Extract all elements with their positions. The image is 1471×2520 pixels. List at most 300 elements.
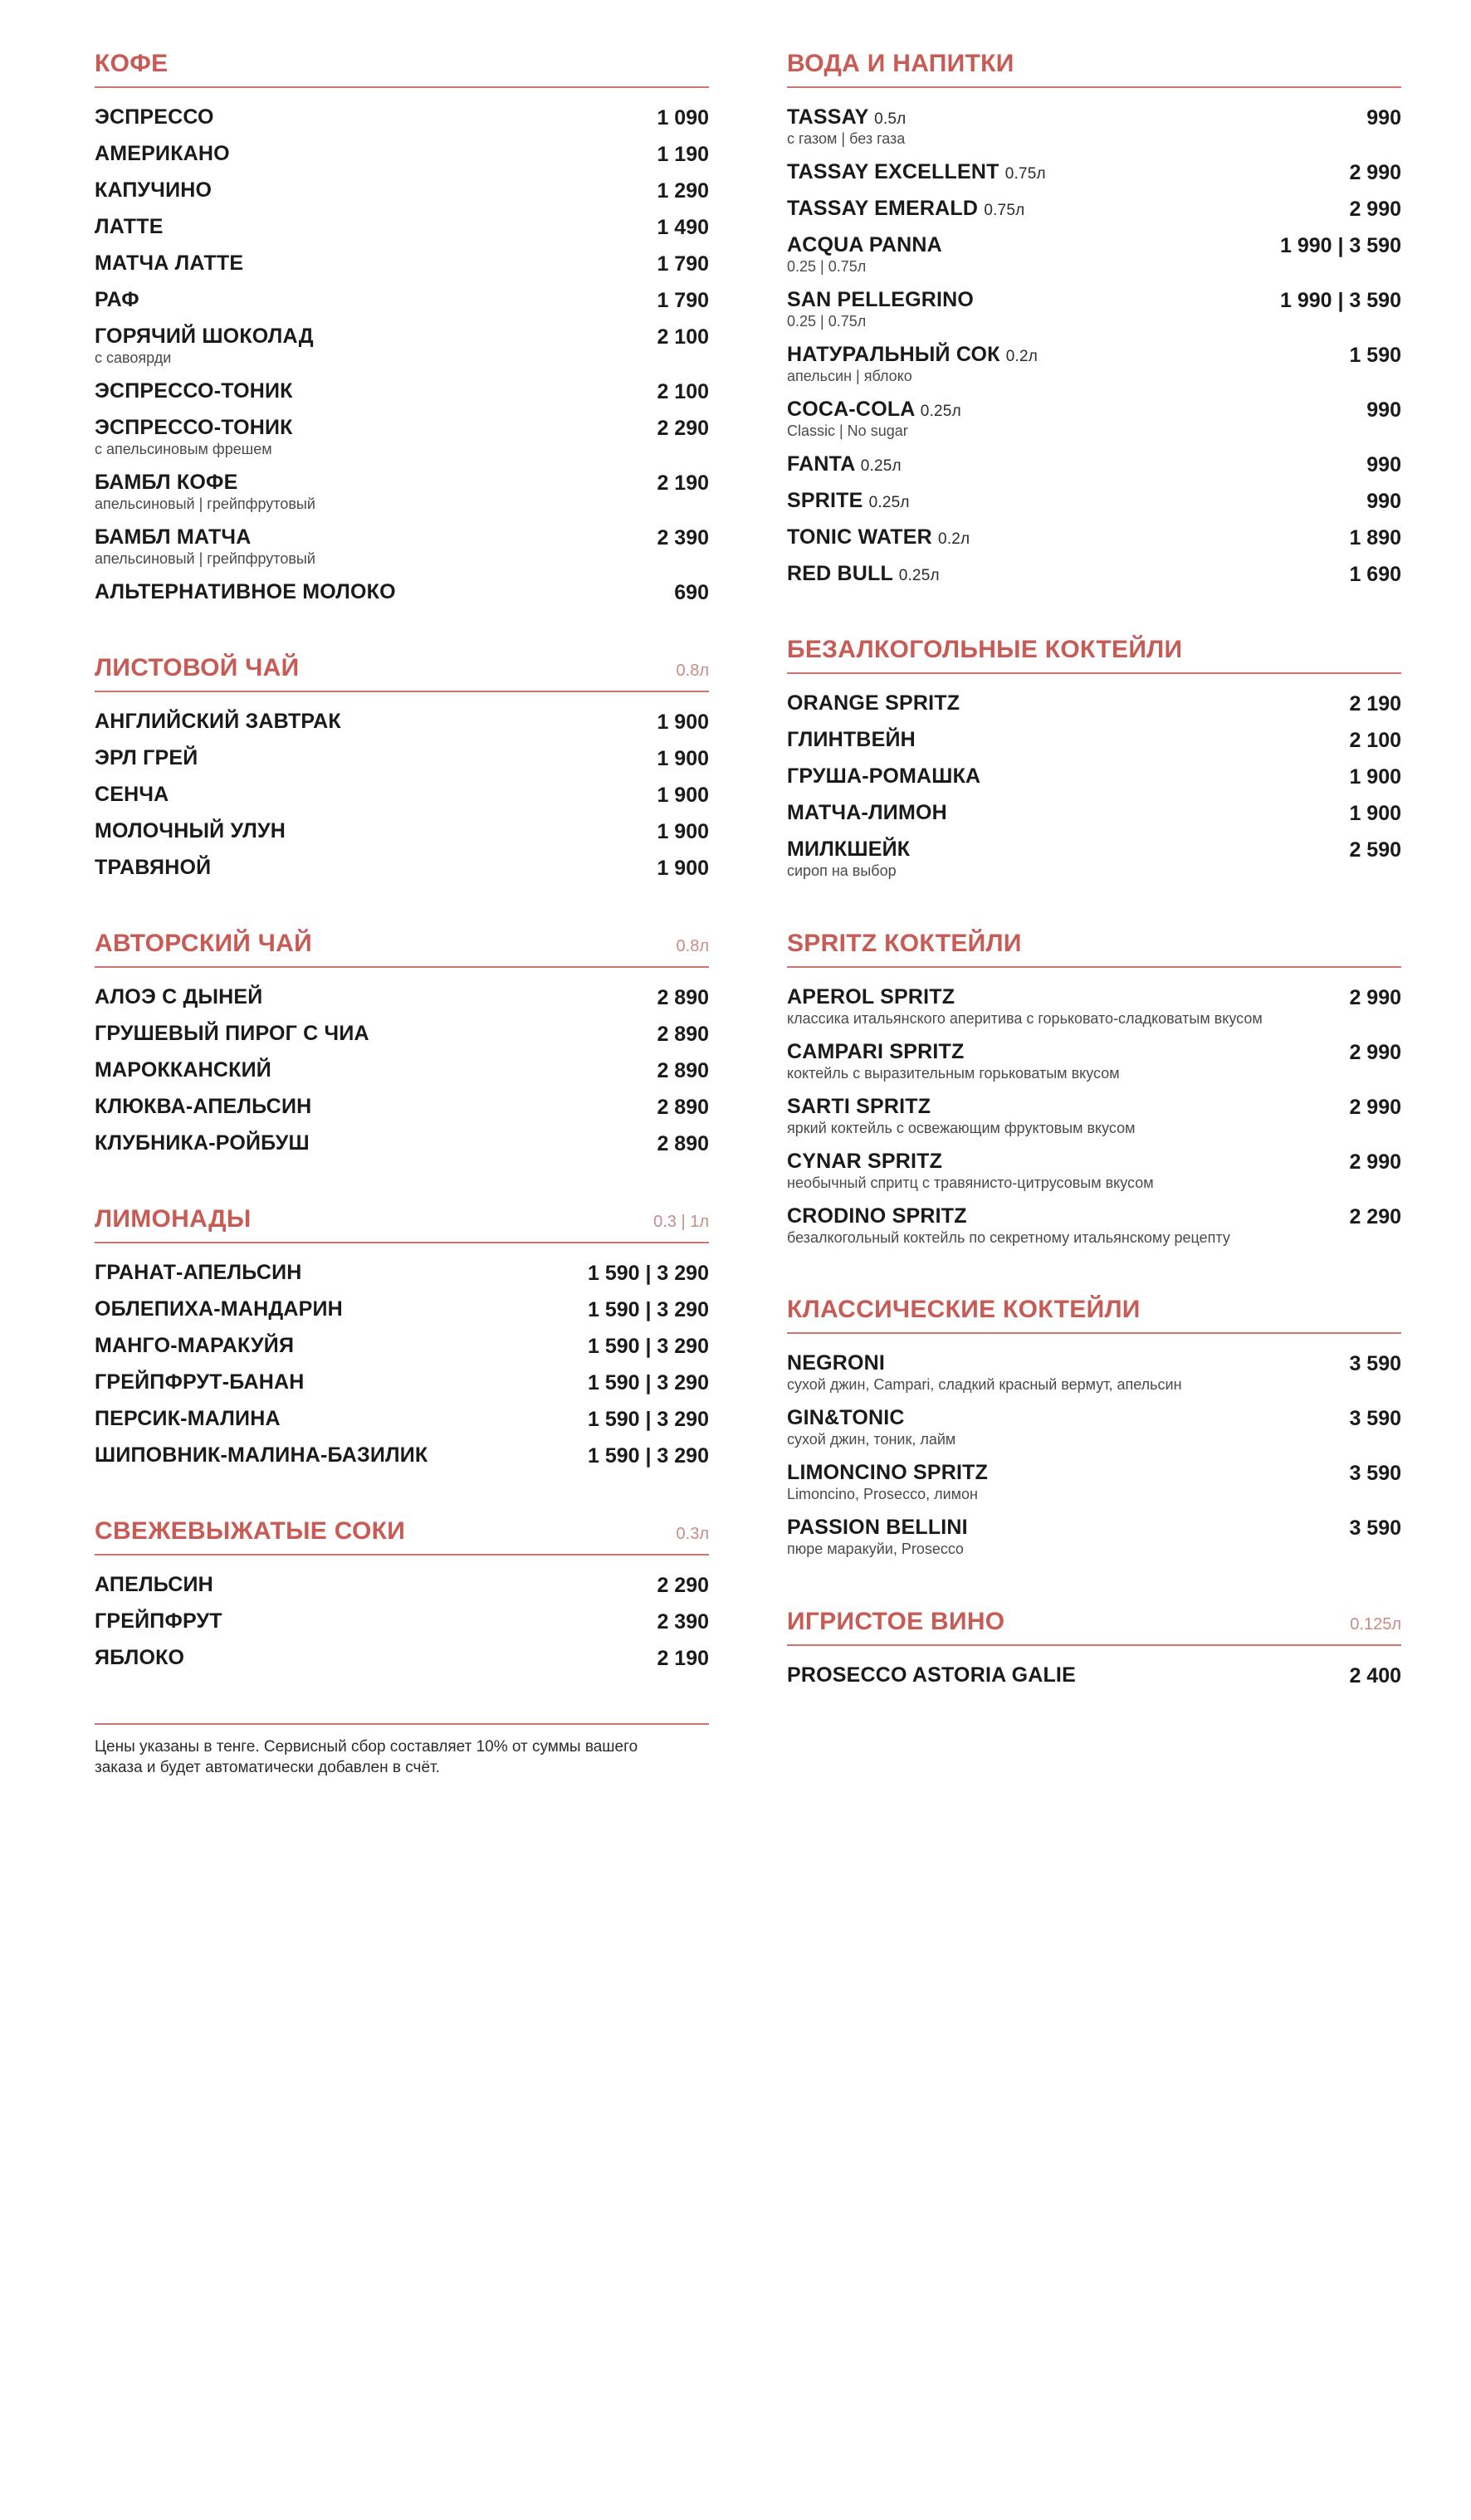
menu-item-name: ГРУША-РОМАШКА (787, 764, 981, 788)
menu-item-price: 3 590 (1349, 1407, 1401, 1431)
menu-section (787, 636, 1401, 921)
menu-item-name-line (95, 819, 286, 842)
section-volume-note: 0.3л (676, 1524, 709, 1543)
menu-item-list (95, 1255, 709, 1474)
menu-item-name-line (95, 525, 315, 549)
menu-item-name: COCA-COLA (787, 397, 915, 421)
menu-item (95, 1365, 709, 1401)
menu-item (95, 850, 709, 886)
menu-item-main (95, 471, 315, 514)
menu-item-name: ЛАТТЕ (95, 215, 164, 238)
menu-item-main (95, 215, 164, 238)
menu-item (787, 1400, 1401, 1455)
menu-item-main (95, 105, 214, 129)
menu-item-name-line (95, 580, 396, 603)
menu-item (787, 722, 1401, 759)
menu-item-name: TASSAY EMERALD (787, 196, 979, 220)
menu-item-main (95, 1609, 222, 1633)
menu-item-price: 1 590 (1349, 343, 1401, 367)
menu-section (787, 930, 1401, 1288)
menu-item (95, 1640, 709, 1677)
menu-item-volume: 0.25л (898, 566, 940, 584)
menu-item (95, 136, 709, 173)
menu-item-price: 3 590 (1349, 1462, 1401, 1486)
menu-item-main (787, 398, 961, 441)
menu-item-main (95, 416, 293, 459)
menu-item-name-line (787, 343, 1038, 366)
section-header (95, 1205, 709, 1233)
menu-item-description: 0.25 | 0.75л (787, 257, 867, 275)
menu-item-price: 1 790 (657, 252, 709, 276)
menu-item (787, 520, 1401, 556)
menu-item-main (95, 288, 139, 311)
menu-item-name: РАФ (95, 288, 139, 311)
menu-item (95, 374, 709, 410)
menu-item-name: TASSAY (787, 105, 869, 129)
menu-item-main (95, 1261, 302, 1284)
menu-item-main (787, 525, 970, 549)
menu-section (95, 654, 709, 921)
menu-item-list (95, 979, 709, 1162)
menu-item-price: 1 900 (1349, 801, 1401, 825)
menu-item-main (95, 1095, 311, 1118)
menu-item (787, 1144, 1401, 1199)
menu-item-description: яркий коктейль с освежающим фруктовым вкусом (787, 1119, 1136, 1136)
menu-item-name-line (95, 1058, 271, 1082)
menu-item-main (95, 1370, 305, 1394)
menu-item-price: 1 900 (1349, 764, 1401, 789)
menu-item-name-line (787, 1204, 1230, 1228)
menu-item-name-line (787, 233, 942, 256)
menu-item (95, 1438, 709, 1474)
menu-item-name-line (787, 1040, 1120, 1063)
menu-item-main (95, 1573, 213, 1596)
menu-item-price: 2 400 (1349, 1664, 1401, 1688)
section-spacer (95, 611, 709, 646)
menu-item (95, 1567, 709, 1604)
menu-item-volume: 0.2л (1005, 347, 1038, 365)
section-title: КОФЕ (95, 50, 169, 77)
menu-item-main (787, 160, 1046, 183)
menu-item-price: 2 190 (1349, 691, 1401, 715)
menu-item (787, 282, 1401, 337)
menu-item-name-line (787, 838, 910, 861)
menu-item-name-line (95, 1370, 305, 1394)
menu-item (95, 704, 709, 740)
menu-item-price: 1 990 | 3 590 (1279, 233, 1401, 257)
menu-item-main (787, 764, 980, 788)
menu-item-description: пюре маракуйи, Prosecco (787, 1541, 964, 1558)
menu-item-name-line (787, 1351, 1182, 1375)
section-divider (95, 1554, 709, 1555)
menu-item-name: СЕНЧА (95, 782, 169, 806)
menu-item-main (95, 1058, 271, 1082)
menu-item-price: 1 590 | 3 290 (587, 1443, 709, 1468)
section-spacer (95, 1162, 709, 1197)
menu-item-name-line (95, 985, 262, 1008)
menu-item-price: 2 290 (657, 416, 709, 440)
menu-item-price: 2 890 (657, 1131, 709, 1155)
menu-item-name: SAN PELLEGRINO (787, 287, 975, 311)
menu-item-name-line (95, 215, 164, 238)
section-title: ИГРИСТОЕ ВИНО (787, 1608, 1005, 1636)
section-title: ЛИМОНАДЫ (95, 1204, 252, 1233)
menu-item-name: АЛЬТЕРНАТИВНОЕ МОЛОКО (95, 579, 396, 603)
menu-item-name-line (787, 288, 974, 311)
menu-item-volume: 0.75л (1004, 164, 1046, 183)
menu-item-name: ЭСПРЕССО-ТОНИК (95, 415, 293, 439)
section-header (95, 50, 709, 78)
menu-item-name-line (95, 1022, 369, 1045)
menu-item-name-line (787, 105, 906, 129)
menu-item-price: 1 190 (657, 143, 709, 166)
menu-item-name-line (787, 1095, 1136, 1118)
menu-item (787, 556, 1401, 593)
menu-item-name: КЛЮКВА-АПЕЛЬСИН (95, 1094, 312, 1118)
menu-item-main (95, 525, 315, 569)
menu-item-name-line (95, 783, 169, 806)
menu-item (787, 447, 1401, 483)
menu-item-main (787, 288, 974, 331)
menu-item-price: 2 390 (657, 525, 709, 549)
menu-item (95, 319, 709, 374)
menu-item-price: 2 990 (1349, 985, 1401, 1009)
menu-item-price: 990 (1366, 489, 1401, 513)
menu-item-name: ORANGE SPRITZ (787, 691, 960, 715)
menu-item-name: БАМБЛ КОФЕ (95, 470, 238, 494)
menu-item-name: ACQUA PANNA (787, 232, 942, 256)
menu-item-price: 1 890 (1349, 525, 1401, 549)
menu-item-main (95, 783, 169, 806)
section-title: ЛИСТОВОЙ ЧАЙ (95, 653, 300, 681)
menu-item-name-line (95, 142, 230, 165)
section-header (787, 1296, 1401, 1324)
menu-item-name-line (95, 288, 139, 311)
menu-item (95, 1052, 709, 1089)
menu-item-name-line (787, 1406, 955, 1429)
menu-item-main (95, 710, 341, 733)
menu-item-name-line (787, 691, 960, 715)
menu-item (95, 979, 709, 1016)
menu-item-volume: 0.2л (938, 530, 970, 548)
menu-item (95, 813, 709, 850)
menu-item-main (95, 1407, 281, 1430)
menu-item-description: с газом | без газа (787, 130, 906, 147)
section-volume-note: 0.3 | 1л (653, 1212, 709, 1231)
menu-item (95, 574, 709, 611)
section-divider (787, 1332, 1401, 1334)
menu-item-price: 3 590 (1349, 1516, 1401, 1541)
menu-item-main (787, 1406, 955, 1449)
menu-item-price: 2 890 (657, 1095, 709, 1119)
menu-item-main (95, 1443, 428, 1467)
menu-item-name-line (95, 1261, 302, 1284)
menu-item-name-line (787, 1150, 1154, 1173)
menu-item-name: ЭРЛ ГРЕЙ (95, 745, 198, 769)
menu-item-main (95, 580, 396, 603)
menu-item-name: CYNAR SPRITZ (787, 1149, 943, 1173)
menu-item-name: APEROL SPRITZ (787, 984, 955, 1008)
menu-item-name: SPRITE (787, 488, 863, 512)
menu-item (787, 1199, 1401, 1253)
section-header (95, 1517, 709, 1546)
menu-item-price: 2 190 (657, 471, 709, 495)
menu-item-name: МАТЧА ЛАТТЕ (95, 252, 244, 275)
menu-item (95, 1255, 709, 1292)
section-divider (95, 1242, 709, 1243)
menu-column-right (762, 50, 1418, 2487)
menu-item-main (787, 233, 942, 276)
menu-item-name: NEGRONI (787, 1351, 886, 1375)
menu-item-name: АМЕРИКАНО (95, 142, 230, 165)
menu-item-name-line (95, 1573, 213, 1596)
menu-item (787, 686, 1401, 722)
menu-item (95, 1292, 709, 1328)
menu-item-name-line (95, 1443, 428, 1467)
menu-item (787, 832, 1401, 886)
menu-item-main (787, 985, 1263, 1028)
menu-item (95, 1126, 709, 1162)
menu-item-name-line (787, 452, 902, 476)
menu-item-name: ГРЕЙПФРУТ (95, 1609, 222, 1633)
menu-item-main (95, 178, 212, 202)
menu-item-main (787, 452, 902, 476)
menu-item-name-line (787, 562, 940, 585)
menu-item (95, 282, 709, 319)
menu-item-main (95, 985, 262, 1008)
menu-item-volume: 0.25л (920, 402, 961, 420)
menu-item (95, 173, 709, 209)
menu-item-price: 1 900 (657, 856, 709, 880)
menu-item-volume: 0.5л (874, 110, 907, 128)
menu-item-main (787, 1461, 988, 1504)
section-header (787, 1608, 1401, 1636)
menu-item-list (95, 100, 709, 611)
menu-item-price: 1 990 | 3 590 (1279, 288, 1401, 312)
menu-item-name: КАПУЧИНО (95, 178, 213, 202)
menu-item (787, 191, 1401, 227)
section-title: SPRITZ КОКТЕЙЛИ (787, 929, 1022, 957)
menu-item-price: 2 290 (657, 1573, 709, 1597)
menu-item-price: 1 900 (657, 819, 709, 843)
menu-item-description: сухой джин, Campari, сладкий красный вермут, апельсин (787, 1376, 1182, 1394)
menu-item-price: 690 (674, 580, 709, 604)
section-divider (787, 966, 1401, 968)
menu-item-price: 2 190 (657, 1646, 709, 1670)
menu-item (95, 1089, 709, 1126)
section-header (95, 930, 709, 958)
menu-item-name: ПЕРСИК-МАЛИНА (95, 1406, 281, 1430)
menu-section (787, 1296, 1401, 1599)
menu-item-name: SARTI SPRITZ (787, 1094, 931, 1118)
menu-item-description: безалкогольный коктейль по секретному итальянскому рецепту (787, 1228, 1230, 1246)
menu-item-volume: 0.25л (868, 493, 910, 511)
menu-item-description: апельсиновый | грейпфрутовый (95, 549, 315, 567)
menu-item-name: НАТУРАЛЬНЫЙ СОК (787, 342, 1000, 366)
menu-item-name-line (95, 1646, 184, 1669)
menu-item-main (787, 691, 960, 715)
menu-item-name: БАМБЛ МАТЧА (95, 525, 252, 549)
section-title: АВТОРСКИЙ ЧАЙ (95, 929, 313, 957)
menu-item-price: 1 590 | 3 290 (587, 1261, 709, 1285)
menu-item-name-line (787, 525, 970, 549)
section-divider (95, 966, 709, 968)
menu-item-name: ГРУШЕВЫЙ ПИРОГ С ЧИА (95, 1021, 369, 1045)
menu-item (95, 246, 709, 282)
menu-item-name-line (787, 1516, 968, 1539)
menu-item-main (95, 856, 211, 879)
section-divider (787, 86, 1401, 88)
menu-item (95, 1016, 709, 1052)
menu-item-name: ГРАНАТ-АПЕЛЬСИН (95, 1260, 302, 1284)
menu-item-description: сухой джин, тоник, лайм (787, 1431, 956, 1448)
menu-item-price: 2 990 (1349, 1095, 1401, 1119)
section-divider (787, 672, 1401, 674)
menu-item (95, 465, 709, 520)
menu-item-main (787, 343, 1038, 386)
menu-section (95, 1517, 709, 1712)
section-divider (95, 86, 709, 88)
menu-item (787, 1089, 1401, 1144)
menu-column-left (53, 50, 726, 2487)
section-volume-note: 0.8л (676, 936, 709, 955)
menu-item-name: МАТЧА-ЛИМОН (787, 800, 947, 824)
menu-item-name: ТРАВЯНОЙ (95, 855, 212, 879)
menu-item-price: 2 890 (657, 1022, 709, 1046)
menu-item-main (787, 1204, 1230, 1248)
menu-item-main (787, 1095, 1136, 1138)
menu-item-main (787, 1351, 1182, 1394)
menu-item-list (787, 100, 1401, 593)
menu-item (787, 483, 1401, 520)
menu-item-name-line (95, 746, 198, 769)
menu-item-price: 1 590 | 3 290 (587, 1334, 709, 1358)
menu-item-name-line (95, 1297, 343, 1321)
menu-item-name-line (787, 197, 1024, 220)
menu-item-name: FANTA (787, 452, 855, 476)
menu-item (787, 100, 1401, 154)
menu-item-price: 2 990 (1349, 197, 1401, 221)
menu-item-name: CAMPARI SPRITZ (787, 1039, 965, 1063)
menu-item-price: 2 100 (657, 379, 709, 403)
menu-item-description: коктейль с выразительным горьковатым вкусом (787, 1064, 1120, 1082)
section-divider (787, 1644, 1401, 1646)
section-title: БЕЗАЛКОГОЛЬНЫЕ КОКТЕЙЛИ (787, 635, 1183, 663)
menu-item-price: 990 (1366, 452, 1401, 476)
menu-item-name: ЯБЛОКО (95, 1645, 185, 1669)
section-title: ВОДА И НАПИТКИ (787, 50, 1014, 77)
menu-item-price: 1 900 (657, 746, 709, 770)
menu-item-main (787, 562, 940, 585)
menu-item-name-line (787, 801, 947, 824)
menu-item-description: апельсиновый | грейпфрутовый (95, 495, 315, 512)
menu-item-name: АПЕЛЬСИН (95, 1572, 213, 1596)
menu-item-name: RED BULL (787, 561, 893, 585)
menu-item-description: Classic | No sugar (787, 422, 908, 439)
menu-item-name: ГОРЯЧИЙ ШОКОЛАД (95, 325, 314, 348)
menu-item-main (95, 1297, 343, 1321)
menu-item-main (787, 1663, 1076, 1687)
section-title: СВЕЖЕВЫЖАТЫЕ СОКИ (95, 1516, 406, 1545)
menu-item-price: 2 590 (1349, 838, 1401, 862)
menu-item-list (95, 704, 709, 886)
menu-section (95, 1205, 709, 1509)
menu-item-name-line (95, 252, 243, 275)
menu-item-price: 3 590 (1349, 1352, 1401, 1376)
menu-item-name-line (95, 105, 214, 129)
menu-item-name: CRODINO SPRITZ (787, 1204, 967, 1228)
menu-item-description: с апельсиновым фрешем (95, 440, 272, 457)
menu-item-name: МАРОККАНСКИЙ (95, 1057, 271, 1082)
menu-item-price: 2 290 (1349, 1204, 1401, 1228)
menu-item-list (787, 686, 1401, 886)
menu-item-main (787, 801, 947, 824)
section-spacer (787, 1694, 1401, 1729)
menu-item-price: 2 990 (1349, 1040, 1401, 1064)
menu-item-name: TASSAY EXCELLENT (787, 159, 999, 183)
menu-item-name: LIMONCINO SPRITZ (787, 1461, 989, 1485)
menu-item-name-line (95, 178, 212, 202)
menu-item-main (95, 1646, 184, 1669)
menu-item-main (95, 1334, 294, 1357)
menu-item-price: 2 100 (657, 325, 709, 349)
menu-item-name: GIN&TONIC (787, 1406, 905, 1430)
menu-item-description: сироп на выбор (787, 862, 897, 879)
menu-item (95, 100, 709, 136)
menu-item-volume: 0.25л (860, 457, 902, 475)
menu-item-list (95, 1567, 709, 1677)
menu-item-name: ЭСПРЕССО-ТОНИК (95, 378, 293, 403)
menu-item-name: PASSION BELLINI (787, 1516, 968, 1540)
section-volume-note: 0.125л (1350, 1615, 1401, 1634)
menu-item-main (95, 746, 198, 769)
menu-item-name: КЛУБНИКА-РОЙБУШ (95, 1131, 310, 1155)
section-spacer (787, 593, 1401, 628)
menu-item-name-line (95, 416, 293, 439)
menu-item-name-line (95, 471, 315, 494)
menu-item-price: 1 490 (657, 216, 709, 239)
menu-item-name: МИЛКШЕЙК (787, 837, 911, 861)
menu-item-name: АНГЛИЙСКИЙ ЗАВТРАК (95, 709, 341, 733)
menu-item-main (95, 819, 286, 842)
menu-item (787, 795, 1401, 832)
menu-item (95, 209, 709, 246)
section-spacer (95, 1677, 709, 1712)
menu-item-name: ШИПОВНИК-МАЛИНА-БАЗИЛИК (95, 1443, 428, 1467)
menu-item-price: 2 990 (1349, 160, 1401, 184)
menu-item-name-line (787, 985, 1263, 1008)
section-header (787, 930, 1401, 958)
menu-item-price: 1 090 (657, 106, 709, 129)
menu-item (787, 1455, 1401, 1510)
footer-note: Цены указаны в тенге. Сервисный сбор составляет 10% от суммы вашего заказа и будет автоматически добавлен в счёт. (95, 1737, 638, 1777)
section-header (95, 654, 709, 682)
menu-item-name-line (787, 398, 961, 421)
menu-item (787, 337, 1401, 392)
section-header (787, 636, 1401, 664)
menu-item-name-line (787, 764, 980, 788)
menu-item-price: 2 890 (657, 985, 709, 1009)
menu-item-description: классика итальянского аперитива с горьковато-сладковатым вкусом (787, 1009, 1263, 1027)
menu-item-name: ЭСПРЕССО (95, 105, 214, 129)
menu-item-main (787, 105, 906, 149)
menu-item-volume: 0.75л (984, 201, 1025, 219)
menu-item-name: МАНГО-МАРАКУЙЯ (95, 1333, 295, 1357)
menu-item-description: с савоярди (95, 349, 172, 366)
menu-item-main (787, 728, 916, 751)
menu-section (787, 50, 1401, 628)
menu-item-price: 1 590 | 3 290 (587, 1297, 709, 1321)
